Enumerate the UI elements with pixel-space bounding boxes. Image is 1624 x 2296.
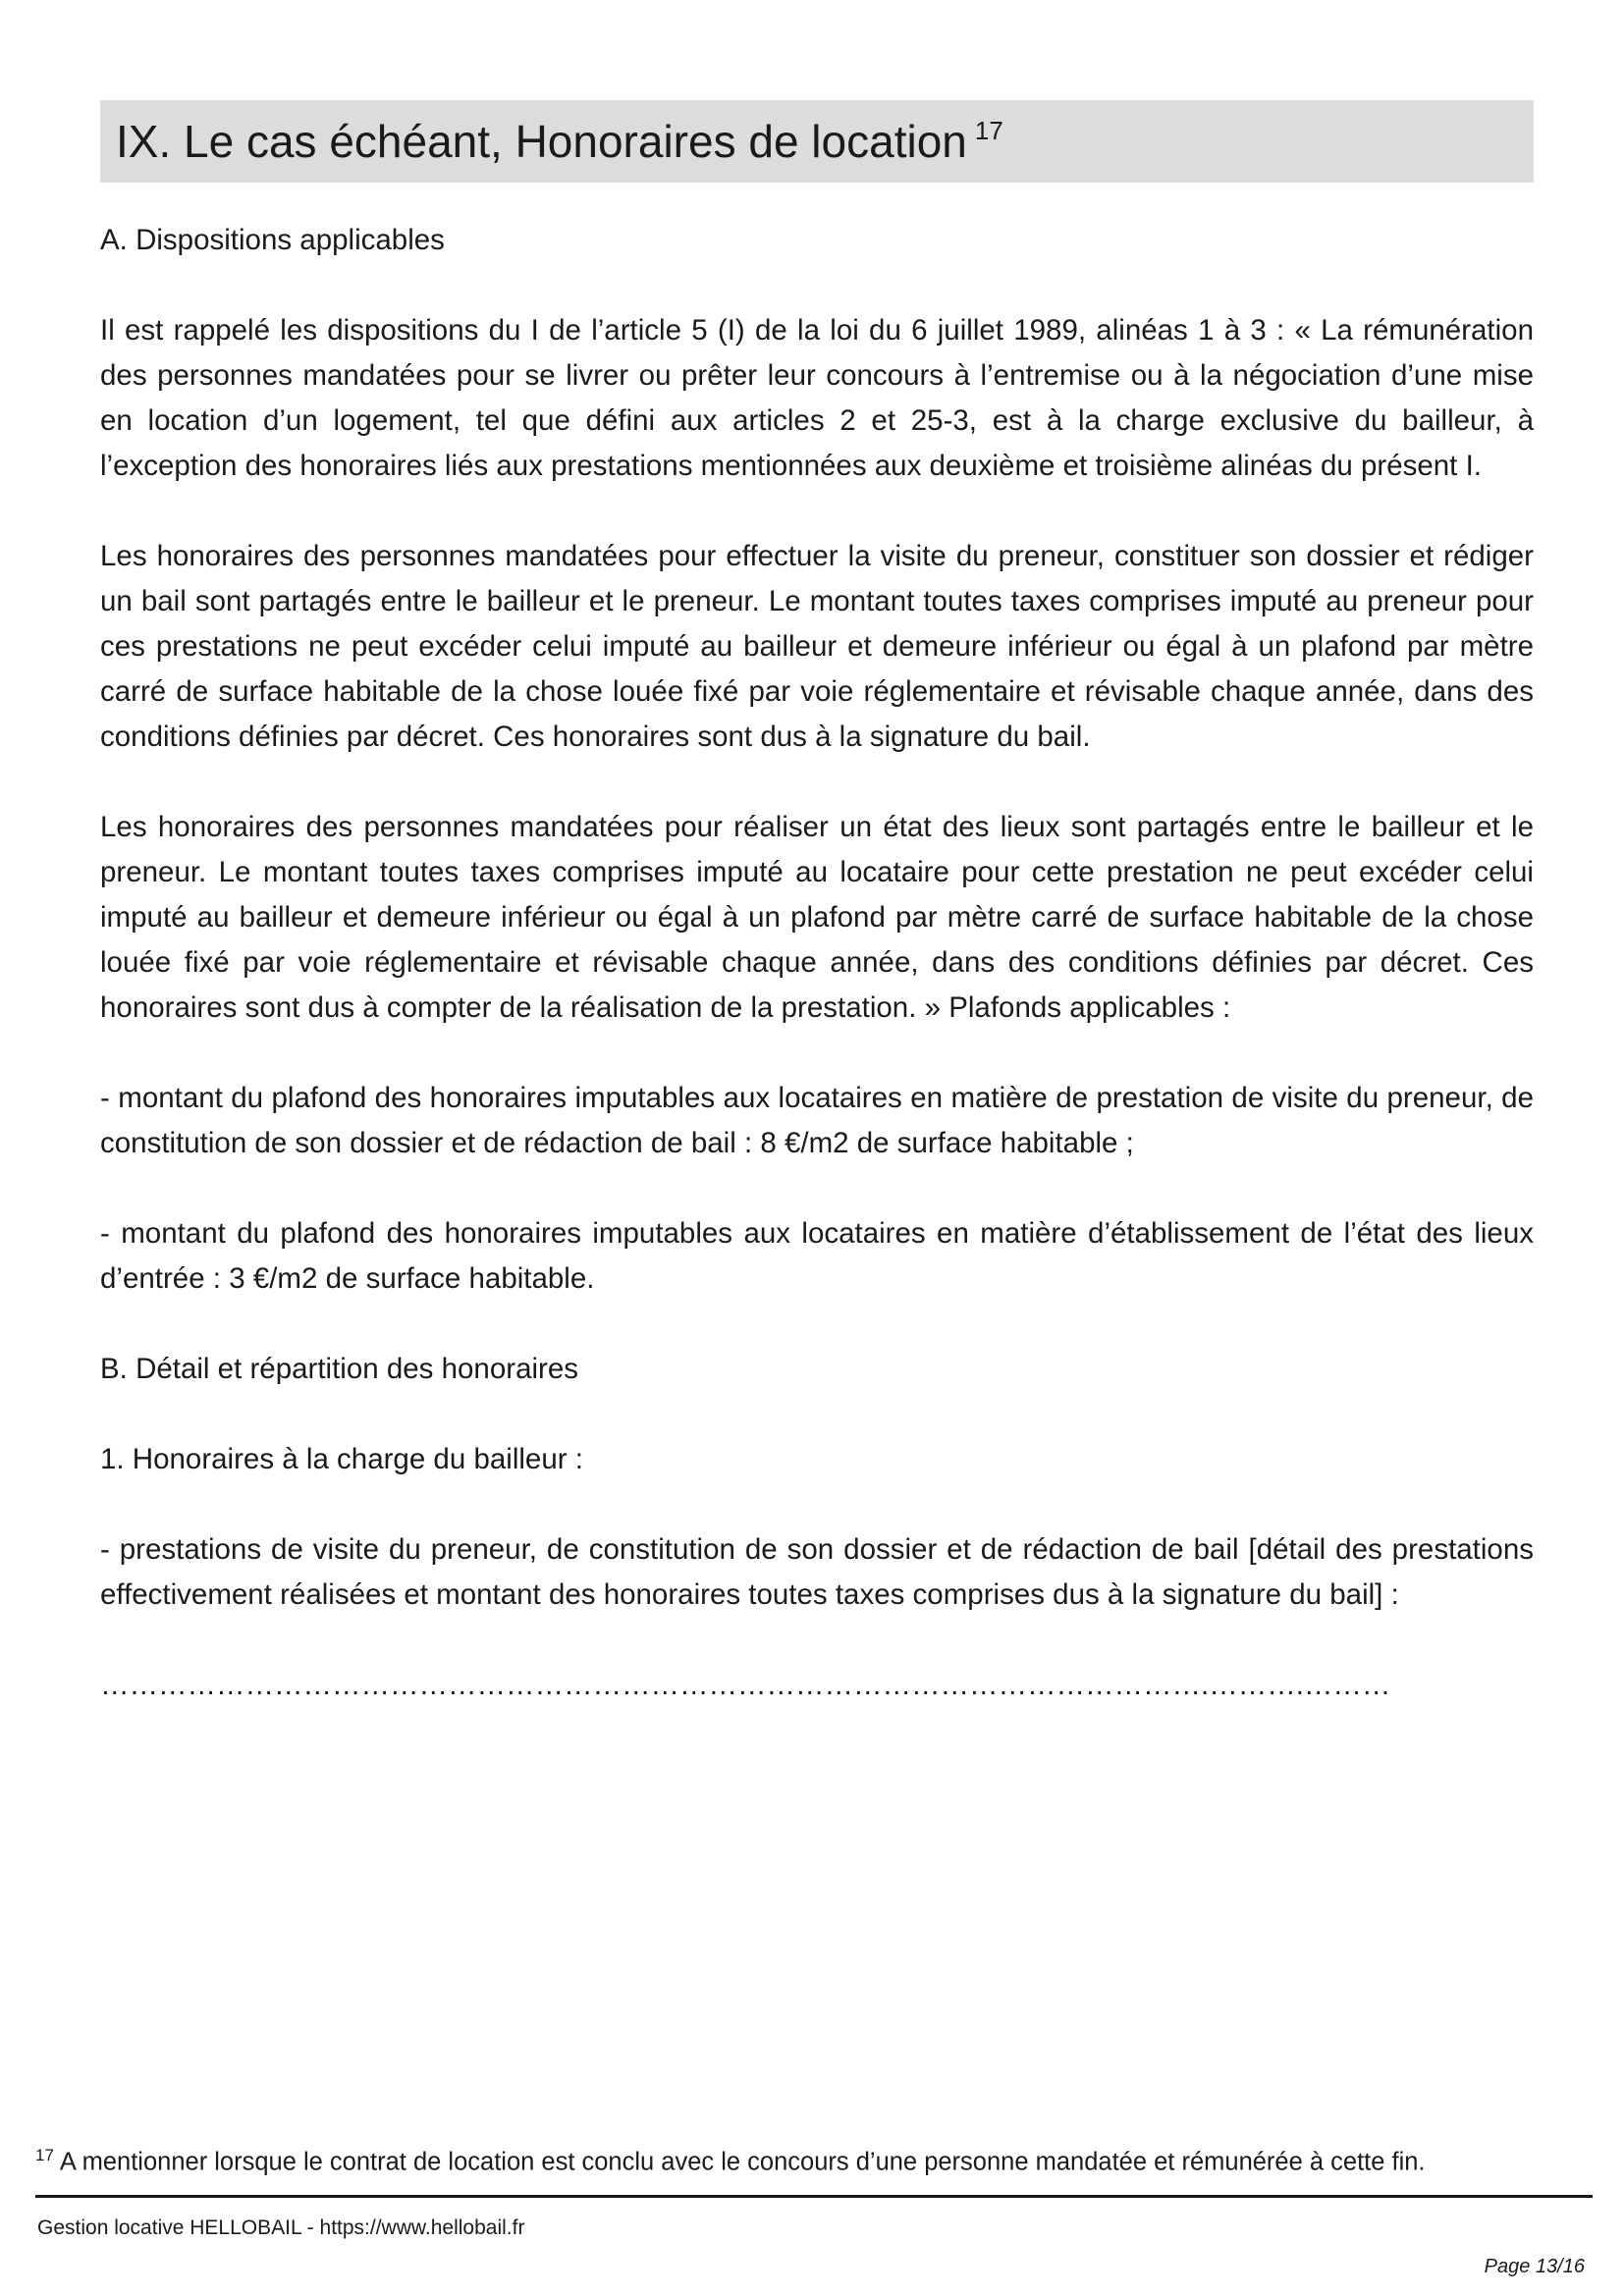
subheading-b1: 1. Honoraires à la charge du bailleur : <box>100 1443 583 1475</box>
paragraph-1: Il est rappelé les dispositions du I de l’article 5 (I) de la loi du 6 juillet 1989, alinéas 1 à 3 : « La rémunération des personnes mandatées pour se livrer ou prêter leur concours à l’entremise ou à la négociation d’une mise en location d’un logement, tel que défini aux articles 2 et 25-3, est à la charge exclusive du bailleur, à l’exception des honoraires liés aux prestations mentionnées aux deuxième et troisième alinéas du présent I. <box>100 314 1534 482</box>
section-header <box>100 100 1534 183</box>
paragraph-2: Les honoraires des personnes mandatées pour effectuer la visite du preneur, constituer son dossier et rédiger un bail sont partagés entre le bailleur et le preneur. Le montant toutes taxes comprises imputé au preneur pour ces prestations ne peut excéder celui imputé au bailleur et demeure inférieur ou égal à un plafond par mètre carré de surface habitable de la chose louée fixé par voie réglementaire et révisable chaque année, dans des conditions définies par décret. Ces honoraires sont dus à la signature du bail. <box>100 540 1534 753</box>
paragraph-3: Les honoraires des personnes mandatées pour réaliser un état des lieux sont partagés entre le bailleur et le preneur. Le montant toutes taxes comprises imputé au locataire pour cette prestation ne peut excéder celui imputé au bailleur et demeure inférieur ou égal à un plafond par mètre carré de surface habitable de la chose louée fixé par voie réglementaire et révisable chaque année, dans des conditions définies par décret. Ces honoraires sont dus à compter de la réalisation de la prestation. » Plafonds applicables : <box>100 811 1534 1024</box>
fill-in-dotted-line: …………………………………………………………………………………………………….……….……… <box>100 1669 1391 1701</box>
subheading-a: A. Dispositions applicables <box>100 224 445 256</box>
footer-divider <box>35 2195 1593 2198</box>
footnote-reference: 17 <box>974 115 1003 145</box>
paragraph-4: - montant du plafond des honoraires imputables aux locataires en matière de prestation de visite du preneur, de constitution de son dossier et de rédaction de bail : 8 €/m2 de surface habitable ; <box>100 1082 1534 1159</box>
footnote <box>35 2146 1426 2177</box>
subheading-b: B. Détail et répartition des honoraires <box>100 1353 579 1385</box>
section-title <box>116 115 1003 168</box>
footer-source: Gestion locative HELLOBAIL - https://www.hellobail.fr <box>37 2216 525 2239</box>
section-title-text: IX. Le cas échéant, Honoraires de location <box>116 116 967 167</box>
document-body <box>100 218 1534 1708</box>
page-number: Page 13/16 <box>1484 2256 1585 2277</box>
paragraph-6: - prestations de visite du preneur, de constitution de son dossier et de rédaction de bail [détail des prestations effectivement réalisées et montant des honoraires toutes taxes comprises dus à la signature du bail] : <box>100 1533 1534 1611</box>
footnote-text: A mentionner lorsque le contrat de location est conclu avec le concours d’une personne mandatée et rémunérée à cette fin. <box>59 2148 1426 2176</box>
footnote-number: 17 <box>35 2146 54 2164</box>
paragraph-5: - montant du plafond des honoraires imputables aux locataires en matière d’établissement de l’état des lieux d’entrée : 3 €/m2 de surface habitable. <box>100 1217 1534 1295</box>
